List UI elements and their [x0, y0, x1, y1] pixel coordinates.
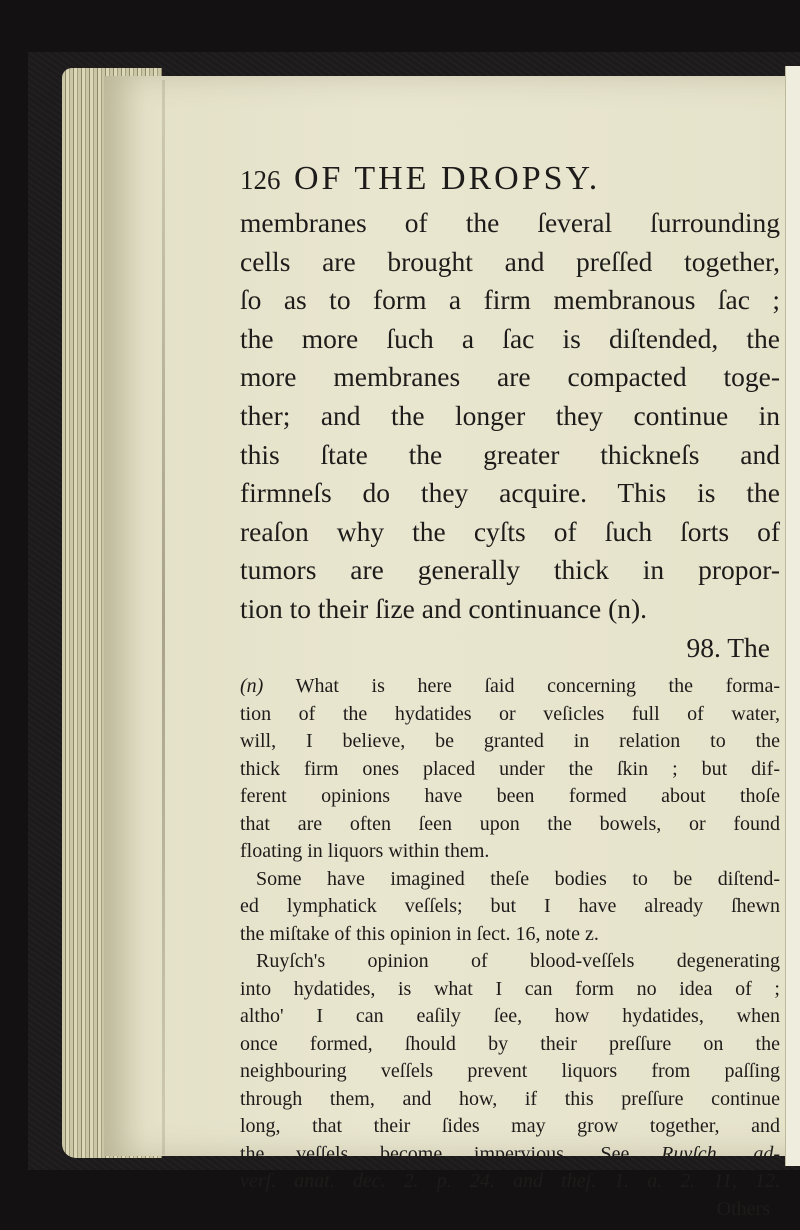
body-line: this ſtate the greater thickneſs and — [240, 438, 780, 470]
footnote-line — [240, 1141, 780, 1169]
footnote-reference: (n). — [608, 592, 648, 624]
citation-line: verſ. anat. dec. 2. p. 24. and theſ. 1. a. 2. 11, 12. — [240, 1170, 780, 1193]
footnote-line: altho' I can eaſily ſee, how hydatides, when — [240, 1005, 780, 1028]
footnote-line: once formed, ſhould by their preſſure on the — [240, 1032, 780, 1055]
body-line: tumors are generally thick in propor- — [240, 554, 780, 586]
body-last-text: tion to their ſize and continuance — [240, 592, 602, 624]
footnote-line: Ruyſch's opinion of blood-veſſels degenerating — [256, 950, 780, 973]
body-text — [240, 204, 780, 667]
text-block — [240, 160, 780, 1223]
footnote-line: ed lymphatick veſſels; but I have already ſhewn — [240, 895, 780, 918]
footnote-line: long, that their ſides may grow together, and — [240, 1115, 780, 1138]
body-line: membranes of the ſeveral ſurrounding — [240, 207, 780, 238]
page-number: 126 — [240, 165, 281, 195]
footnote-line: tion of the hydatides or veſicles full of water, — [240, 702, 780, 725]
footnote-line: the miſtake of this opinion in ſect. 16, note z. — [240, 922, 599, 945]
footnote-first-text: What is here ſaid concerning the forma- — [295, 675, 781, 698]
footnote-line: Some have imagined theſe bodies to be diſtend- — [256, 867, 780, 890]
page-gutter — [162, 80, 165, 1155]
footnote-line: that are often ſeen upon the bowels, or found — [240, 812, 780, 835]
running-head-title: OF THE DROPSY. — [294, 160, 601, 197]
footnote — [240, 673, 780, 1223]
body-line: reaſon why the cyſts of ſuch ſorts of — [240, 515, 780, 547]
footnote-line: through them, and how, if this preſſure continue — [240, 1087, 780, 1110]
body-line: more membranes are compacted toge- — [240, 361, 780, 393]
footnote-line — [240, 673, 780, 701]
body-line: ther; and the longer they continue in — [240, 399, 780, 431]
footnote-catchword: Others — [716, 1197, 770, 1220]
body-line: firmneſs do they acquire. This is the — [240, 477, 780, 509]
body-line: the more ſuch a ſac is diſtended, the — [240, 322, 780, 354]
running-head — [240, 160, 780, 204]
footnote-line: floating in liquors within them. — [240, 840, 490, 863]
footnote-line: thick firm ones placed under the ſkin ; but dif- — [240, 757, 780, 780]
footnote-see-text: the veſſels become impervious. See — [240, 1142, 630, 1165]
footnote-line: neighbouring veſſels prevent liquors from paſſing — [240, 1060, 780, 1083]
citation-italic: Ruyſch. ad- — [661, 1142, 780, 1165]
body-line-last — [240, 590, 780, 629]
footnote-marker: (n) — [240, 675, 264, 698]
footnote-line: ferent opinions have been formed about thoſe — [240, 785, 780, 808]
footnote-line: will, I believe, be granted in relation to the — [240, 730, 780, 753]
footnote-line: into hydatides, is what I can form no idea of ; — [240, 977, 780, 1000]
catchword-line: 98. The — [686, 631, 770, 663]
body-line: cells are brought and preſſed together, — [240, 245, 780, 277]
right-page-edge — [785, 66, 800, 1166]
body-line: ſo as to form a firm membranous ſac ; — [240, 284, 780, 316]
